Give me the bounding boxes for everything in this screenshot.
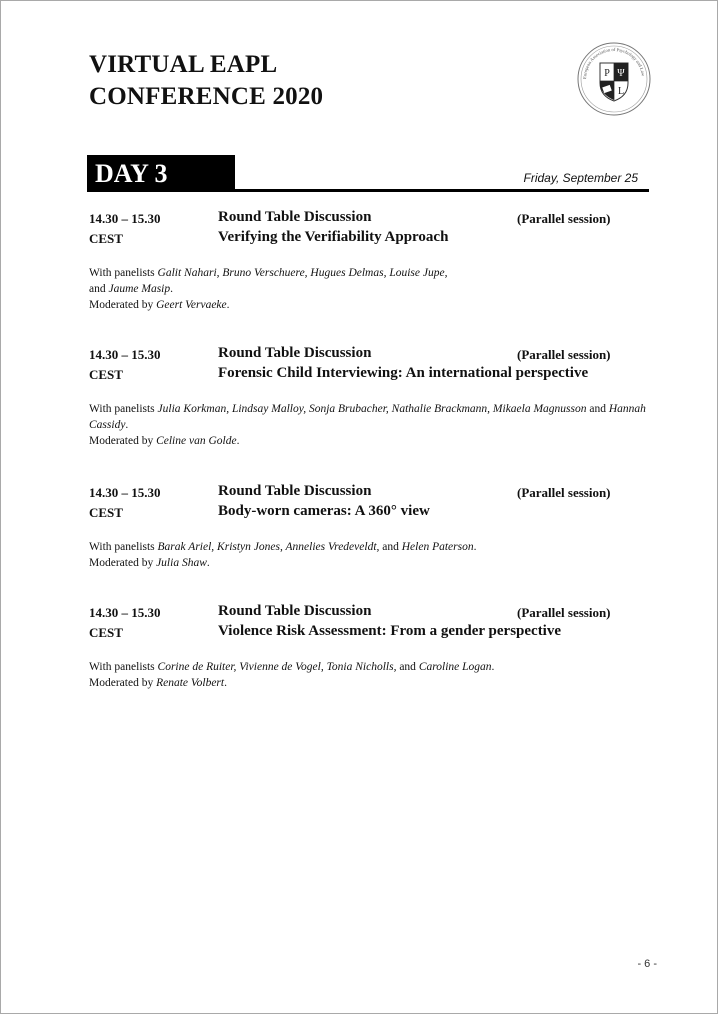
session-description bbox=[89, 265, 669, 313]
logo-letter-l: L bbox=[617, 86, 625, 97]
session-timezone: CEST bbox=[89, 231, 123, 246]
moderator-prefix: Moderated by bbox=[89, 299, 157, 311]
session-type: Round Table Discussion bbox=[218, 345, 372, 361]
eapl-logo-icon bbox=[576, 41, 652, 117]
panelists-last: Helen Paterson bbox=[401, 541, 474, 553]
panelists-last: Hannah Cassidy bbox=[89, 403, 646, 431]
session-4 bbox=[89, 605, 669, 691]
session-1 bbox=[89, 211, 669, 313]
session-tag: (Parallel session) bbox=[517, 485, 611, 500]
session-title: Forensic Child Interviewing: An international perspective bbox=[218, 365, 589, 381]
panel-end: . bbox=[491, 661, 495, 673]
logo-letter-p: P bbox=[604, 68, 610, 79]
moderator-prefix: Moderated by bbox=[89, 557, 157, 569]
panelists-last: Caroline Logan bbox=[418, 661, 492, 673]
page-number: - 6 - bbox=[637, 958, 657, 970]
moderator: Renate Volbert bbox=[156, 677, 225, 689]
day-date: Friday, September 25 bbox=[523, 171, 638, 185]
panel-end: . bbox=[473, 541, 477, 553]
moderator-end: . bbox=[226, 299, 230, 311]
panel-prefix: With panelists bbox=[89, 541, 158, 553]
moderator-end: . bbox=[224, 677, 227, 689]
panelists: Julia Korkman, Lindsay Malloy, Sonja Brubacher, Nathalie Brackmann, Mikaela Magnusson bbox=[157, 403, 587, 415]
session-description bbox=[89, 539, 669, 571]
session-time: 14.30 – 15.30 bbox=[89, 485, 161, 500]
session-timezone: CEST bbox=[89, 367, 123, 382]
moderator-end: . bbox=[206, 557, 210, 569]
logo-ring-text: European Association of Psychology and Law bbox=[581, 46, 646, 80]
moderator-end: . bbox=[236, 435, 240, 447]
title-line-1: VIRTUAL EAPL bbox=[89, 51, 278, 78]
session-tag: (Parallel session) bbox=[517, 347, 611, 362]
session-description bbox=[89, 659, 669, 691]
moderator: Geert Vervaeke bbox=[156, 299, 227, 311]
session-title: Verifying the Verifiability Approach bbox=[218, 229, 449, 245]
panel-end: . bbox=[125, 419, 129, 431]
logo-letter-psi: Ψ bbox=[617, 68, 625, 79]
session-2 bbox=[89, 347, 669, 449]
session-time: 14.30 – 15.30 bbox=[89, 605, 161, 620]
panelists: Galit Nahari, Bruno Verschuere, Hugues Delmas, Louise Jupe, bbox=[157, 267, 448, 279]
panelists: Corine de Ruiter, Vivienne de Vogel, Tonia Nicholls, bbox=[157, 661, 397, 673]
session-title: Body-worn cameras: A 360° view bbox=[218, 503, 430, 519]
session-time: 14.30 – 15.30 bbox=[89, 347, 161, 362]
title-line-2: CONFERENCE 2020 bbox=[89, 83, 324, 110]
day-divider bbox=[87, 189, 649, 192]
session-description bbox=[89, 401, 669, 449]
session-tag: (Parallel session) bbox=[517, 605, 611, 620]
session-timezone: CEST bbox=[89, 505, 123, 520]
session-time: 14.30 – 15.30 bbox=[89, 211, 161, 226]
panel-end: . bbox=[170, 283, 173, 295]
session-type: Round Table Discussion bbox=[218, 209, 372, 225]
panel-and: and bbox=[89, 283, 109, 295]
session-title: Violence Risk Assessment: From a gender perspective bbox=[218, 623, 562, 639]
conference-title bbox=[89, 49, 323, 113]
moderator: Celine van Golde bbox=[156, 435, 237, 447]
session-3 bbox=[89, 485, 669, 571]
moderator: Julia Shaw bbox=[156, 557, 207, 569]
panel-prefix: With panelists bbox=[89, 403, 158, 415]
moderator-prefix: Moderated by bbox=[89, 435, 157, 447]
session-timezone: CEST bbox=[89, 625, 123, 640]
panel-prefix: With panelists bbox=[89, 267, 158, 279]
panel-prefix: With panelists bbox=[89, 661, 158, 673]
session-type: Round Table Discussion bbox=[218, 603, 372, 619]
moderator-prefix: Moderated by bbox=[89, 677, 157, 689]
panelists: Barak Ariel, Kristyn Jones, Annelies Vredeveldt, bbox=[157, 541, 380, 553]
panel-and: and bbox=[379, 541, 402, 553]
day-label: DAY 3 bbox=[87, 155, 235, 192]
panelists-last: Jaume Masip bbox=[108, 283, 171, 295]
session-tag: (Parallel session) bbox=[517, 211, 611, 226]
session-type: Round Table Discussion bbox=[218, 483, 372, 499]
panel-and: and bbox=[396, 661, 419, 673]
panel-and: and bbox=[586, 403, 609, 415]
